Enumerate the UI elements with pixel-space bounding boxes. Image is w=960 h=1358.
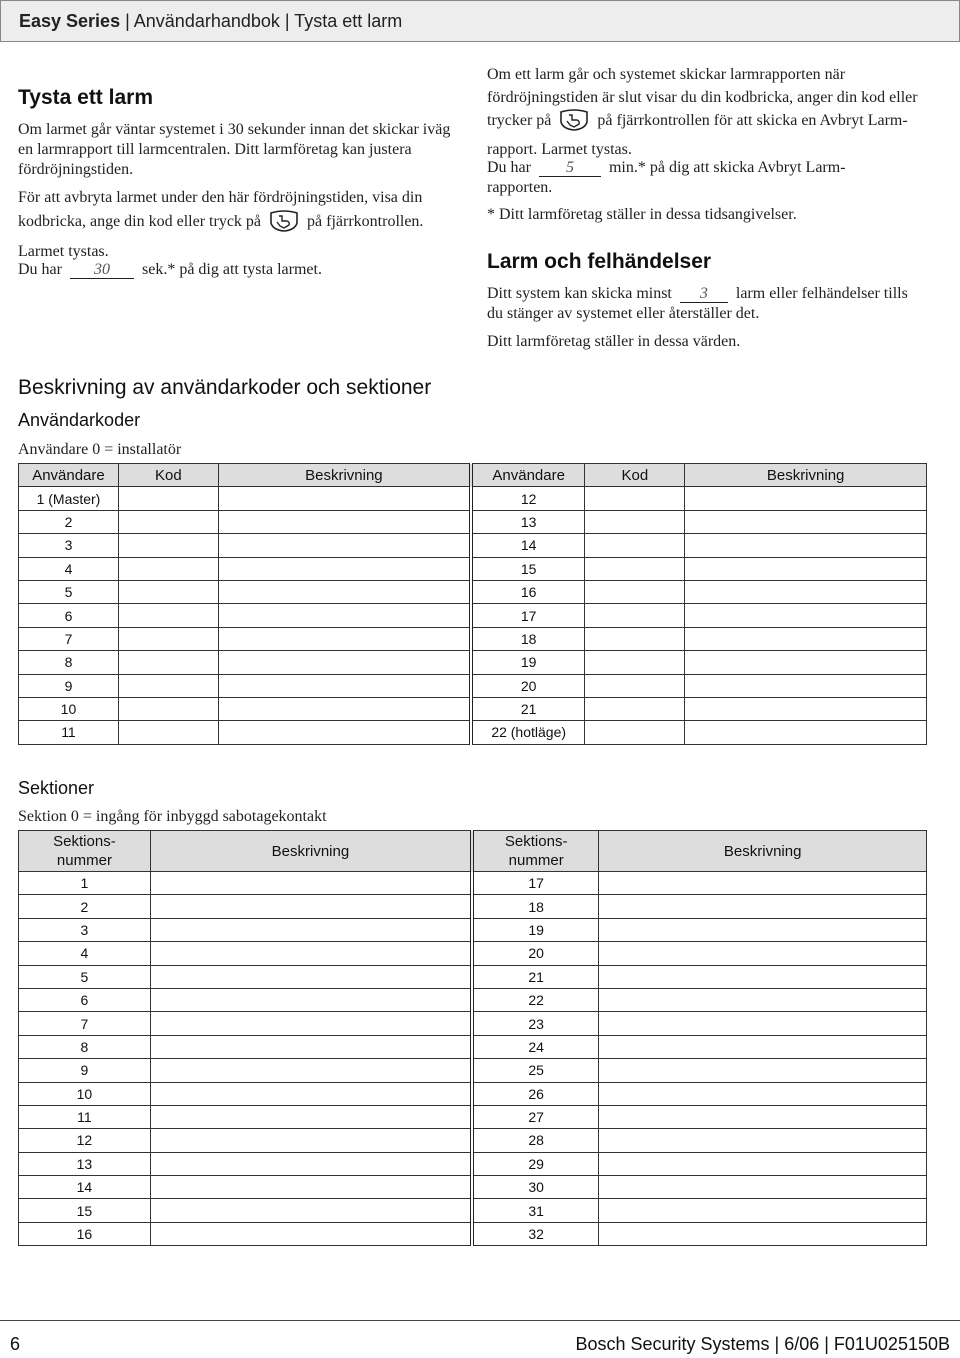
right-p1-text-b: på fjärrkontrollen för att skicka en Avbryt Larm-rapport. Larmet tystas. bbox=[487, 112, 908, 158]
table-row bbox=[19, 1035, 927, 1058]
description-cell[interactable] bbox=[599, 918, 927, 941]
section-number: 31 bbox=[472, 1199, 599, 1222]
description-cell[interactable] bbox=[150, 1176, 472, 1199]
description-cell[interactable] bbox=[218, 510, 471, 533]
description-cell[interactable] bbox=[599, 942, 927, 965]
left-paragraph-3 bbox=[18, 260, 458, 280]
user-number: 11 bbox=[19, 721, 119, 744]
section-number: 18 bbox=[472, 895, 599, 918]
description-cell[interactable] bbox=[218, 627, 471, 650]
codes-subtitle: Användarkoder bbox=[18, 410, 141, 430]
table-row bbox=[19, 942, 927, 965]
section-number: 27 bbox=[472, 1105, 599, 1128]
code-cell[interactable] bbox=[118, 721, 218, 744]
table-row bbox=[19, 604, 927, 627]
description-cell[interactable] bbox=[599, 1152, 927, 1175]
sections-header-row bbox=[19, 831, 927, 872]
table-row bbox=[19, 1059, 927, 1082]
table-row bbox=[19, 872, 927, 895]
right-p4-text-a: Ditt system kan skicka minst bbox=[487, 285, 672, 302]
code-cell[interactable] bbox=[118, 580, 218, 603]
section-number: 10 bbox=[19, 1082, 151, 1105]
code-cell[interactable] bbox=[118, 674, 218, 697]
sections-subtitle: Sektioner bbox=[18, 778, 95, 798]
user-number: 13 bbox=[471, 510, 585, 533]
table-row bbox=[19, 895, 927, 918]
user-number: 7 bbox=[19, 627, 119, 650]
description-cell[interactable] bbox=[599, 1105, 927, 1128]
right-p2-text-b: min.* på dig att skicka Avbryt Larm-rapporten. bbox=[487, 159, 846, 196]
description-cell[interactable] bbox=[599, 1222, 927, 1245]
description-cell[interactable] bbox=[150, 1129, 472, 1152]
table-row bbox=[19, 487, 927, 510]
header-title bbox=[19, 11, 402, 32]
section-number: 7 bbox=[19, 1012, 151, 1035]
description-cell[interactable] bbox=[685, 580, 927, 603]
footer-divider bbox=[0, 1320, 960, 1321]
table-row bbox=[19, 534, 927, 557]
table-row bbox=[19, 918, 927, 941]
section-number: 12 bbox=[19, 1129, 151, 1152]
code-cell[interactable] bbox=[585, 580, 685, 603]
description-cell[interactable] bbox=[150, 1012, 472, 1035]
table-row bbox=[19, 697, 927, 720]
footer-publisher: Bosch Security Systems | 6/06 | F01U025150B bbox=[575, 1334, 950, 1354]
left-title: Tysta ett larm bbox=[18, 86, 153, 109]
user-number: 15 bbox=[471, 557, 585, 580]
code-cell[interactable] bbox=[585, 674, 685, 697]
description-cell[interactable] bbox=[685, 604, 927, 627]
code-cell[interactable] bbox=[118, 697, 218, 720]
header-description: Beskrivning bbox=[599, 831, 927, 872]
user-number: 4 bbox=[19, 557, 119, 580]
header-section-number: Sektions- nummer bbox=[472, 831, 599, 872]
remote-button-icon bbox=[559, 109, 589, 139]
description-cell[interactable] bbox=[685, 534, 927, 557]
header-user: Användare bbox=[471, 464, 585, 487]
remote-button-icon bbox=[269, 210, 299, 240]
left-paragraph-2 bbox=[18, 186, 458, 264]
table-row bbox=[19, 1222, 927, 1245]
user-number: 8 bbox=[19, 651, 119, 674]
right-paragraph-1 bbox=[487, 64, 927, 161]
table-row bbox=[19, 627, 927, 650]
right-p4-text-b: larm eller felhändelser tills du stänger av systemet eller återställer det. bbox=[487, 285, 908, 322]
section-number: 4 bbox=[19, 942, 151, 965]
section-number: 20 bbox=[472, 942, 599, 965]
section-number: 24 bbox=[472, 1035, 599, 1058]
table-row bbox=[19, 988, 927, 1011]
code-cell[interactable] bbox=[585, 627, 685, 650]
section-number: 5 bbox=[19, 965, 151, 988]
section-number: 21 bbox=[472, 965, 599, 988]
code-cell[interactable] bbox=[118, 557, 218, 580]
section-number: 9 bbox=[19, 1059, 151, 1082]
section-number: 26 bbox=[472, 1082, 599, 1105]
description-cell[interactable] bbox=[150, 872, 472, 895]
table-row bbox=[19, 1176, 927, 1199]
abort-minutes-value: 5 bbox=[539, 160, 601, 177]
header-description: Beskrivning bbox=[218, 464, 471, 487]
description-cell[interactable] bbox=[685, 721, 927, 744]
table-row bbox=[19, 721, 927, 744]
description-cell[interactable] bbox=[218, 697, 471, 720]
user-number: 2 bbox=[19, 510, 119, 533]
codes-title: Beskrivning av användarkoder och sektioner bbox=[18, 376, 432, 399]
left-paragraph-1: Om larmet går väntar systemet i 30 sekunder innan det skickar iväg en larmrapport till larmcentralen. Ditt larmföretag kan justera fördröjningstiden. bbox=[18, 121, 451, 178]
code-cell[interactable] bbox=[118, 651, 218, 674]
page-number: 6 bbox=[10, 1334, 21, 1354]
user-number: 20 bbox=[471, 674, 585, 697]
code-cell[interactable] bbox=[118, 534, 218, 557]
sections-note: Sektion 0 = ingång för inbyggd sabotagekontakt bbox=[18, 808, 327, 825]
description-cell[interactable] bbox=[218, 487, 471, 510]
user-number: 19 bbox=[471, 651, 585, 674]
description-cell[interactable] bbox=[150, 965, 472, 988]
description-cell[interactable] bbox=[150, 1105, 472, 1128]
description-cell[interactable] bbox=[599, 1059, 927, 1082]
description-cell[interactable] bbox=[599, 1199, 927, 1222]
description-cell[interactable] bbox=[150, 1222, 472, 1245]
section-number: 16 bbox=[19, 1222, 151, 1245]
description-cell[interactable] bbox=[685, 510, 927, 533]
description-cell[interactable] bbox=[599, 1012, 927, 1035]
code-cell[interactable] bbox=[585, 534, 685, 557]
table-row bbox=[19, 1152, 927, 1175]
user-number: 21 bbox=[471, 697, 585, 720]
delay-seconds-value: 30 bbox=[70, 262, 134, 279]
user-number: 17 bbox=[471, 604, 585, 627]
header-section-number: Sektions- nummer bbox=[19, 831, 151, 872]
left-p3-text-b: sek.* på dig att tysta larmet. bbox=[141, 261, 322, 278]
section-number: 22 bbox=[472, 988, 599, 1011]
table-row bbox=[19, 580, 927, 603]
right-title-2: Larm och felhändelser bbox=[487, 250, 712, 273]
page-header bbox=[0, 0, 960, 42]
description-cell[interactable] bbox=[599, 895, 927, 918]
section-number: 13 bbox=[19, 1152, 151, 1175]
description-cell[interactable] bbox=[685, 651, 927, 674]
code-cell[interactable] bbox=[118, 627, 218, 650]
header-user: Användare bbox=[19, 464, 119, 487]
description-cell[interactable] bbox=[150, 1152, 472, 1175]
section-number: 25 bbox=[472, 1059, 599, 1082]
description-cell[interactable] bbox=[685, 487, 927, 510]
description-cell[interactable] bbox=[218, 534, 471, 557]
codes-note: Användare 0 = installatör bbox=[18, 441, 182, 458]
description-cell[interactable] bbox=[218, 604, 471, 627]
table-row bbox=[19, 1105, 927, 1128]
section-number: 19 bbox=[472, 918, 599, 941]
code-cell[interactable] bbox=[585, 510, 685, 533]
section-number: 23 bbox=[472, 1012, 599, 1035]
description-cell[interactable] bbox=[218, 580, 471, 603]
header-description: Beskrivning bbox=[150, 831, 472, 872]
code-cell[interactable] bbox=[585, 721, 685, 744]
code-cell[interactable] bbox=[585, 557, 685, 580]
header-rest: | Användarhandbok | Tysta ett larm bbox=[120, 11, 403, 31]
table-row bbox=[19, 965, 927, 988]
description-cell[interactable] bbox=[218, 651, 471, 674]
table-row bbox=[19, 651, 927, 674]
description-cell[interactable] bbox=[150, 988, 472, 1011]
code-cell[interactable] bbox=[118, 510, 218, 533]
section-number: 15 bbox=[19, 1199, 151, 1222]
event-count-value: 3 bbox=[680, 286, 728, 303]
description-cell[interactable] bbox=[685, 697, 927, 720]
description-cell[interactable] bbox=[599, 988, 927, 1011]
description-cell[interactable] bbox=[599, 1176, 927, 1199]
right-p2-text-a: Du har bbox=[487, 159, 531, 176]
description-cell[interactable] bbox=[150, 1082, 472, 1105]
table-row bbox=[19, 1012, 927, 1035]
section-number: 8 bbox=[19, 1035, 151, 1058]
right-paragraph-5: Ditt larmföretag ställer in dessa värden. bbox=[487, 333, 741, 350]
description-cell[interactable] bbox=[150, 895, 472, 918]
description-cell[interactable] bbox=[218, 721, 471, 744]
table-row bbox=[19, 1199, 927, 1222]
user-number: 9 bbox=[19, 674, 119, 697]
header-description: Beskrivning bbox=[685, 464, 927, 487]
description-cell[interactable] bbox=[599, 872, 927, 895]
description-cell[interactable] bbox=[599, 1082, 927, 1105]
description-cell[interactable] bbox=[599, 1129, 927, 1152]
right-paragraph-4 bbox=[487, 284, 927, 324]
user-number: 16 bbox=[471, 580, 585, 603]
user-codes-header-row bbox=[19, 464, 927, 487]
sections-table bbox=[18, 830, 927, 1246]
section-number: 6 bbox=[19, 988, 151, 1011]
user-number: 10 bbox=[19, 697, 119, 720]
description-cell[interactable] bbox=[218, 674, 471, 697]
left-p2-text-a: För att avbryta larmet under den här fördröjningstiden, visa din kodbricka, ange din kod eller tryck på bbox=[18, 189, 423, 230]
table-row bbox=[19, 510, 927, 533]
right-paragraph-2 bbox=[487, 158, 887, 198]
table-row bbox=[19, 557, 927, 580]
code-cell[interactable] bbox=[585, 487, 685, 510]
section-number: 30 bbox=[472, 1176, 599, 1199]
code-cell[interactable] bbox=[585, 604, 685, 627]
section-number: 2 bbox=[19, 895, 151, 918]
user-number: 1 (Master) bbox=[19, 487, 119, 510]
section-number: 3 bbox=[19, 918, 151, 941]
user-number: 18 bbox=[471, 627, 585, 650]
description-cell[interactable] bbox=[150, 942, 472, 965]
description-cell[interactable] bbox=[150, 1199, 472, 1222]
user-number: 22 (hotläge) bbox=[471, 721, 585, 744]
code-cell[interactable] bbox=[585, 697, 685, 720]
header-series: Easy Series bbox=[19, 11, 121, 31]
section-number: 14 bbox=[19, 1176, 151, 1199]
user-number: 14 bbox=[471, 534, 585, 557]
table-row bbox=[19, 674, 927, 697]
description-cell[interactable] bbox=[685, 557, 927, 580]
code-cell[interactable] bbox=[118, 604, 218, 627]
section-number: 32 bbox=[472, 1222, 599, 1245]
table-row bbox=[19, 1082, 927, 1105]
user-number: 3 bbox=[19, 534, 119, 557]
left-p2-text-b: på fjärrkontrollen. Larmet tystas. bbox=[18, 213, 424, 260]
user-number: 5 bbox=[19, 580, 119, 603]
section-number: 1 bbox=[19, 872, 151, 895]
section-number: 29 bbox=[472, 1152, 599, 1175]
header-code: Kod bbox=[118, 464, 218, 487]
description-cell[interactable] bbox=[685, 674, 927, 697]
code-cell[interactable] bbox=[118, 487, 218, 510]
description-cell[interactable] bbox=[599, 965, 927, 988]
user-number: 12 bbox=[471, 487, 585, 510]
description-cell[interactable] bbox=[150, 918, 472, 941]
description-cell[interactable] bbox=[218, 557, 471, 580]
section-number: 11 bbox=[19, 1105, 151, 1128]
left-p3-text-a: Du har bbox=[18, 261, 62, 278]
description-cell[interactable] bbox=[685, 627, 927, 650]
section-number: 28 bbox=[472, 1129, 599, 1152]
user-codes-table bbox=[18, 463, 927, 745]
user-number: 6 bbox=[19, 604, 119, 627]
section-number: 17 bbox=[472, 872, 599, 895]
header-code: Kod bbox=[585, 464, 685, 487]
description-cell[interactable] bbox=[150, 1035, 472, 1058]
table-row bbox=[19, 1129, 927, 1152]
right-paragraph-3: * Ditt larmföretag ställer in dessa tidsangivelser. bbox=[487, 206, 797, 223]
description-cell[interactable] bbox=[599, 1035, 927, 1058]
right-p1-text-a: Om ett larm går och systemet skickar larmrapporten när fördröjningstiden är slut visar du din kodbricka, anger din kod eller trycker på bbox=[487, 66, 918, 129]
description-cell[interactable] bbox=[150, 1059, 472, 1082]
code-cell[interactable] bbox=[585, 651, 685, 674]
